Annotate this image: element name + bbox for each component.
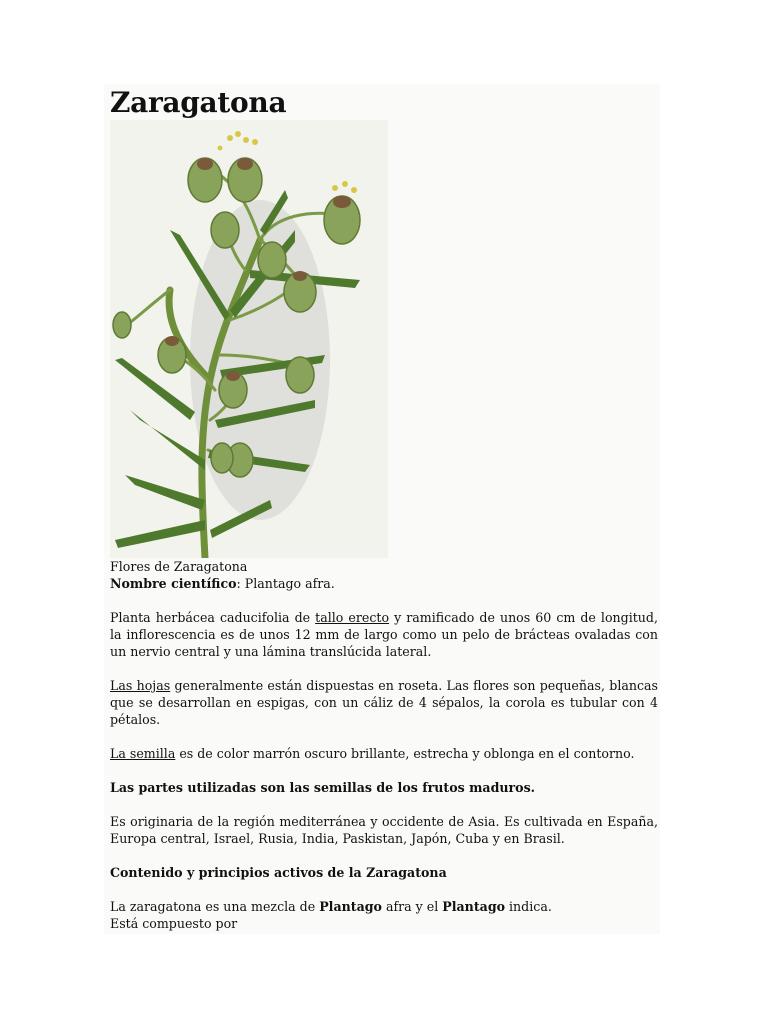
p7-text-c: afra y el — [381, 899, 443, 914]
paragraph-mixture — [110, 898, 658, 915]
plant-photo — [110, 120, 388, 558]
paragraph-composed: Está compuesto por — [110, 916, 238, 931]
link-tallo-erecto[interactable]: tallo erecto — [315, 610, 390, 625]
paragraph-leaves — [110, 677, 658, 728]
p4-text: Las partes utilizadas son las semillas de los frutos maduros. — [110, 780, 536, 795]
p1-text-b: y ramificado de unos 60 cm de longitud, la inflorescencia es de unos 12 mm de largo como un pelo de brácteas ovaladas con un nervio central y una lámina translúcida lateral. — [110, 610, 658, 659]
document-content — [110, 86, 658, 932]
figure-caption: Flores de Zaragatona — [110, 559, 248, 574]
scientific-name-value: : Plantago afra. — [236, 576, 335, 591]
paragraph-seed — [110, 745, 658, 762]
p7-text-d: indica. — [505, 899, 552, 914]
p3-text: es de color marrón oscuro brillante, estrecha y oblonga en el contorno. — [175, 746, 635, 761]
scientific-name — [110, 575, 658, 592]
p1-text-a: Planta herbácea caducifolia de — [110, 610, 316, 625]
paragraph-origin: Es originaria de la región mediterránea y occidente de Asia. Es cultivada en España, Europa central, Israel, Rusia, India, Paskistan, Japón, Cuba y en Brasil. — [110, 814, 658, 846]
contents-heading — [110, 864, 658, 881]
p6-text: Contenido y principios activos de la Zaragatona — [110, 865, 447, 880]
paragraph-stem — [110, 609, 658, 660]
scientific-name-label: Nombre científico — [110, 576, 237, 591]
p7-text-a: La zaragatona es una mezcla de — [110, 899, 320, 914]
link-la-semilla[interactable]: La semilla — [110, 746, 176, 761]
link-las-hojas[interactable]: Las hojas — [110, 678, 171, 693]
p7-bold-2: Plantago — [442, 899, 506, 914]
p2-text: generalmente están dispuestas en roseta. Las flores son pequeñas, blancas que se desarrollan en espigas, con un cáliz de 4 sépalos, la corola es tubular con 4 pétalos. — [110, 678, 658, 727]
page-title: Zaragatona — [110, 86, 287, 119]
p7-bold-1: Plantago — [319, 899, 382, 914]
parts-used-heading — [110, 779, 658, 796]
